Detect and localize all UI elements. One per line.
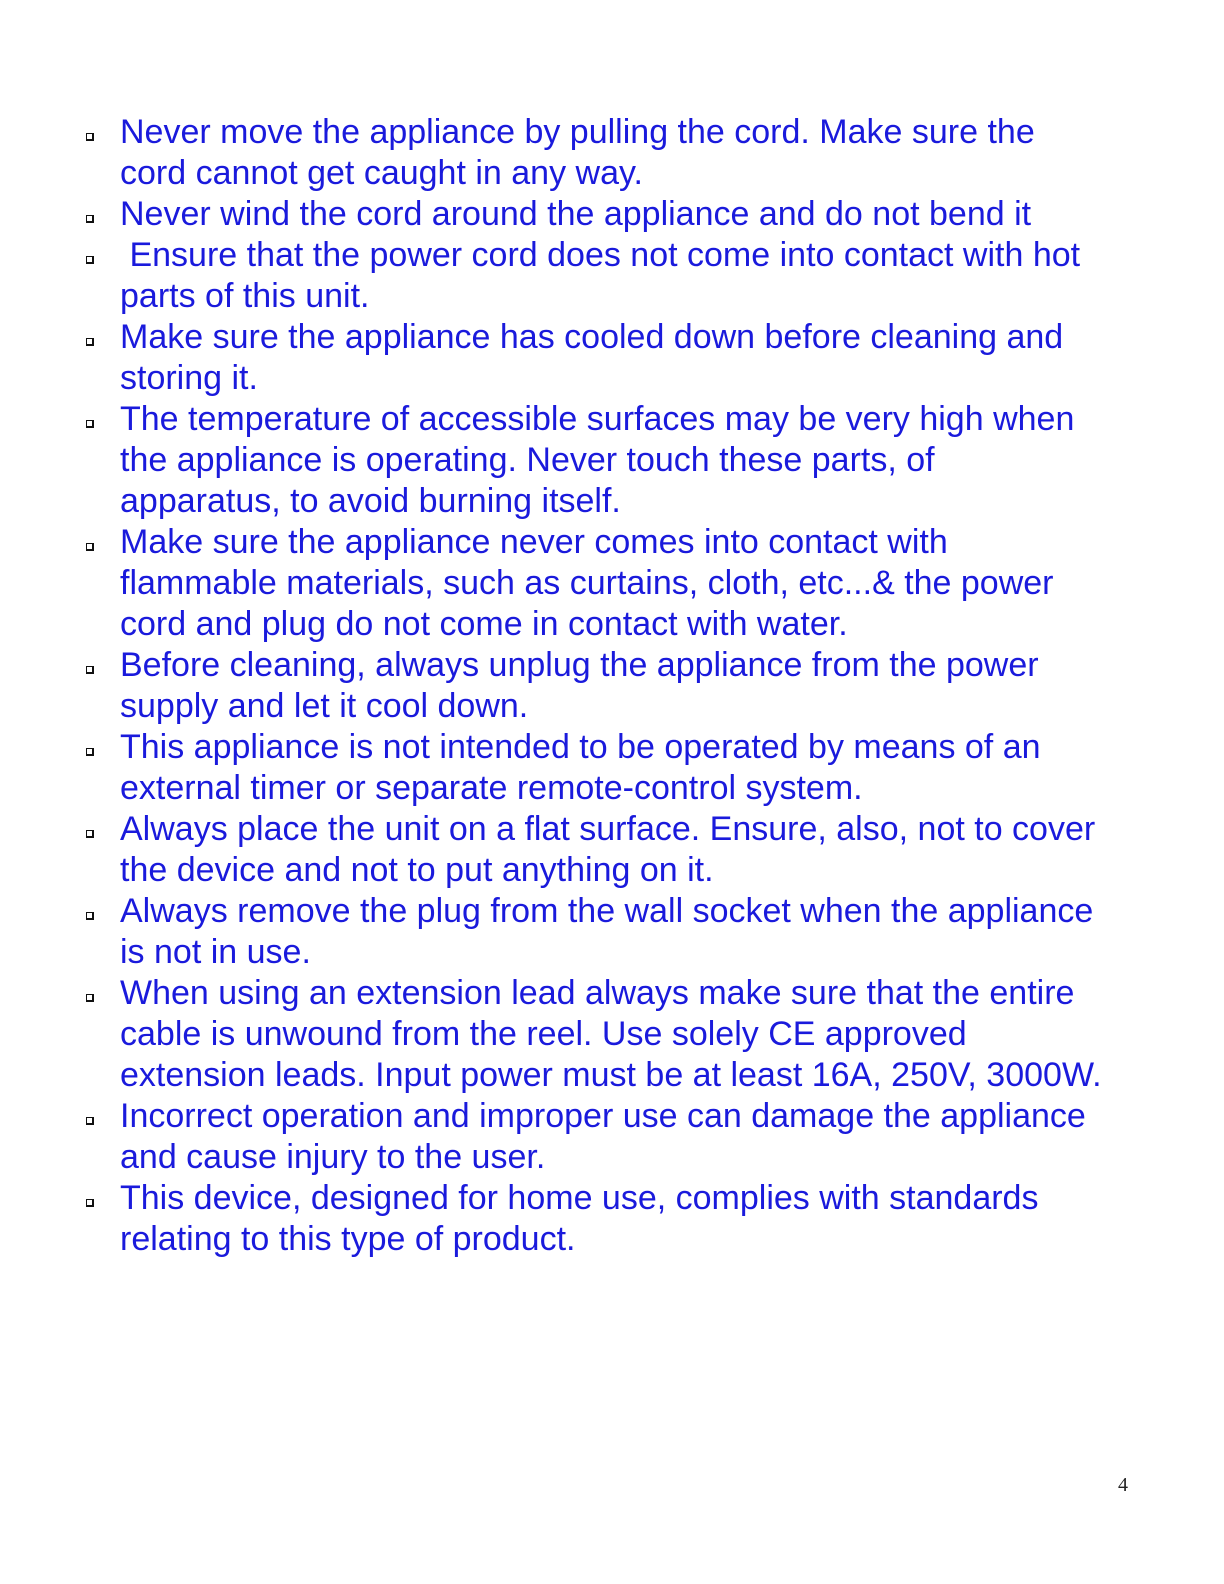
list-item — [82, 317, 1102, 399]
square-bullet-icon — [86, 666, 94, 674]
square-bullet-icon — [86, 748, 94, 756]
page-number: 4 — [1118, 1474, 1128, 1496]
list-item-text: Ensure that the power cord does not come into contact with hot parts of this unit. — [120, 236, 1090, 315]
list-item-text: The temperature of accessible surfaces may be very high when the appliance is operating. Never touch these parts, of apparatus, to avoid burning itself. — [120, 400, 1075, 520]
list-item-text: Incorrect operation and improper use can damage the appliance and cause injury to the user. — [120, 1097, 1086, 1176]
list-item — [82, 973, 1102, 1096]
list-item-text: Always place the unit on a flat surface. Ensure, also, not to cover the device and not to put anything on it. — [120, 810, 1096, 889]
safety-instructions-list — [82, 112, 1102, 1260]
list-item — [82, 891, 1102, 973]
list-item-text: Make sure the appliance never comes into contact with flammable materials, such as curtains, cloth, etc...& the power cord and plug do not come in contact with water. — [120, 523, 1054, 643]
list-item-text: Never wind the cord around the appliance and do not bend it — [120, 195, 1032, 233]
list-item-text: This appliance is not intended to be operated by means of an external timer or separate remote-control system. — [120, 728, 1041, 807]
list-item — [82, 645, 1102, 727]
square-bullet-icon — [86, 543, 94, 551]
square-bullet-icon — [86, 133, 94, 141]
list-item-text: Before cleaning, always unplug the appliance from the power supply and let it cool down. — [120, 646, 1039, 725]
square-bullet-icon — [86, 994, 94, 1002]
square-bullet-icon — [86, 420, 94, 428]
list-item-text: This device, designed for home use, complies with standards relating to this type of product. — [120, 1179, 1039, 1258]
list-item-text: Always remove the plug from the wall socket when the appliance is not in use. — [120, 892, 1094, 971]
list-item — [82, 809, 1102, 891]
square-bullet-icon — [86, 215, 94, 223]
list-item — [82, 399, 1102, 522]
list-item — [82, 1096, 1102, 1178]
list-item-text: Never move the appliance by pulling the cord. Make sure the cord cannot get caught in any way. — [120, 113, 1035, 192]
list-item — [82, 1178, 1102, 1260]
list-item — [82, 194, 1102, 235]
square-bullet-icon — [86, 830, 94, 838]
list-item — [82, 235, 1102, 317]
square-bullet-icon — [86, 1117, 94, 1125]
square-bullet-icon — [86, 256, 94, 264]
list-item — [82, 112, 1102, 194]
list-item-text: Make sure the appliance has cooled down before cleaning and storing it. — [120, 318, 1064, 397]
list-item — [82, 727, 1102, 809]
square-bullet-icon — [86, 338, 94, 346]
list-item — [82, 522, 1102, 645]
list-item-text: When using an extension lead always make sure that the entire cable is unwound from the reel. Use solely CE approved extension leads. Input power must be at least 16A, 250V, 3000W. — [120, 974, 1102, 1094]
square-bullet-icon — [86, 912, 94, 920]
square-bullet-icon — [86, 1199, 94, 1207]
